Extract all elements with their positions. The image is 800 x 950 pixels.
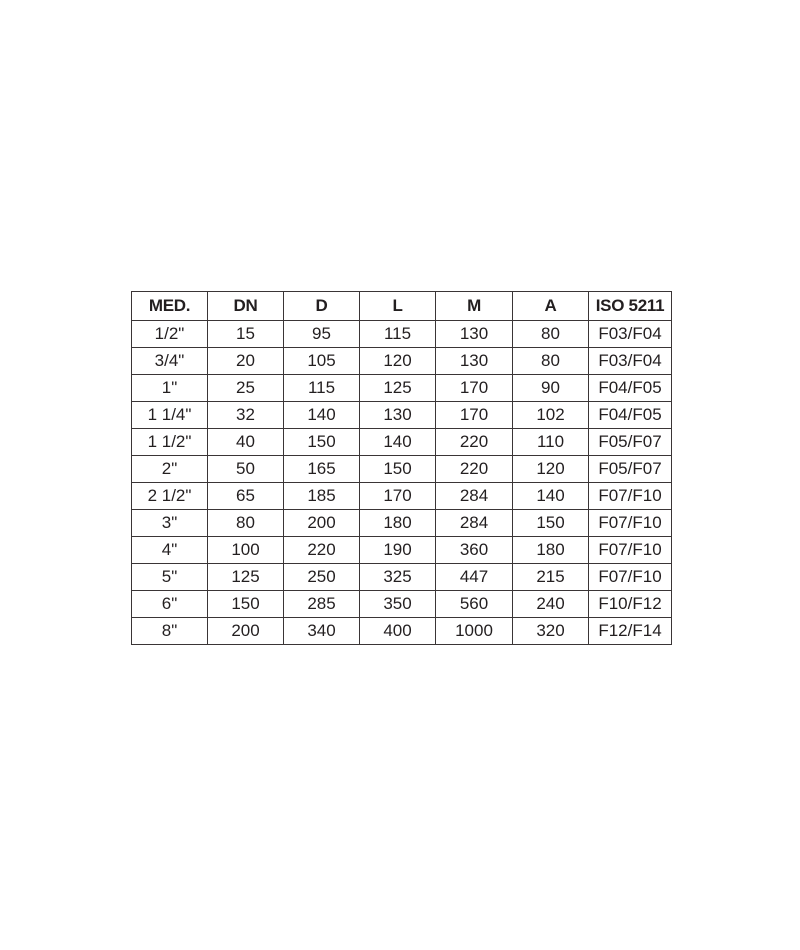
table-row — [132, 348, 672, 375]
cell-d: 140 — [284, 402, 360, 429]
cell-dn: 40 — [208, 429, 284, 456]
cell-a: 215 — [513, 564, 589, 591]
cell-iso-5211: F04/F05 — [589, 402, 672, 429]
cell-med: 1 1/4" — [132, 402, 208, 429]
cell-d: 105 — [284, 348, 360, 375]
cell-m: 130 — [436, 321, 513, 348]
table-row — [132, 564, 672, 591]
cell-l: 130 — [360, 402, 436, 429]
cell-a: 102 — [513, 402, 589, 429]
header-l: L — [360, 292, 436, 321]
cell-d: 185 — [284, 483, 360, 510]
table-row — [132, 510, 672, 537]
dimensions-table — [131, 291, 672, 645]
cell-med: 8" — [132, 618, 208, 645]
cell-iso-5211: F07/F10 — [589, 483, 672, 510]
table-body — [132, 321, 672, 645]
cell-a: 240 — [513, 591, 589, 618]
header-row — [132, 292, 672, 321]
cell-med: 1" — [132, 375, 208, 402]
cell-d: 285 — [284, 591, 360, 618]
cell-l: 150 — [360, 456, 436, 483]
cell-m: 1000 — [436, 618, 513, 645]
cell-l: 140 — [360, 429, 436, 456]
cell-l: 350 — [360, 591, 436, 618]
cell-iso-5211: F03/F04 — [589, 348, 672, 375]
table-row — [132, 402, 672, 429]
cell-a: 110 — [513, 429, 589, 456]
table-row — [132, 591, 672, 618]
cell-m: 284 — [436, 483, 513, 510]
cell-a: 150 — [513, 510, 589, 537]
cell-m: 560 — [436, 591, 513, 618]
cell-dn: 200 — [208, 618, 284, 645]
cell-med: 3" — [132, 510, 208, 537]
table-row — [132, 456, 672, 483]
cell-m: 170 — [436, 375, 513, 402]
cell-dn: 50 — [208, 456, 284, 483]
cell-dn: 65 — [208, 483, 284, 510]
cell-iso-5211: F12/F14 — [589, 618, 672, 645]
cell-a: 80 — [513, 348, 589, 375]
table-header — [132, 292, 672, 321]
cell-med: 1 1/2" — [132, 429, 208, 456]
cell-d: 115 — [284, 375, 360, 402]
cell-a: 90 — [513, 375, 589, 402]
table-row — [132, 537, 672, 564]
cell-m: 130 — [436, 348, 513, 375]
cell-dn: 20 — [208, 348, 284, 375]
cell-iso-5211: F07/F10 — [589, 564, 672, 591]
cell-l: 170 — [360, 483, 436, 510]
cell-d: 340 — [284, 618, 360, 645]
header-med: MED. — [132, 292, 208, 321]
cell-med: 1/2" — [132, 321, 208, 348]
cell-d: 250 — [284, 564, 360, 591]
cell-l: 125 — [360, 375, 436, 402]
header-a: A — [513, 292, 589, 321]
cell-a: 320 — [513, 618, 589, 645]
cell-m: 360 — [436, 537, 513, 564]
cell-med: 2 1/2" — [132, 483, 208, 510]
cell-dn: 125 — [208, 564, 284, 591]
table-row — [132, 618, 672, 645]
cell-l: 190 — [360, 537, 436, 564]
cell-m: 284 — [436, 510, 513, 537]
cell-med: 3/4" — [132, 348, 208, 375]
cell-a: 80 — [513, 321, 589, 348]
cell-dn: 32 — [208, 402, 284, 429]
cell-iso-5211: F05/F07 — [589, 456, 672, 483]
cell-l: 115 — [360, 321, 436, 348]
header-dn: DN — [208, 292, 284, 321]
cell-iso-5211: F10/F12 — [589, 591, 672, 618]
cell-d: 150 — [284, 429, 360, 456]
table-row — [132, 375, 672, 402]
cell-iso-5211: F05/F07 — [589, 429, 672, 456]
cell-d: 220 — [284, 537, 360, 564]
cell-d: 200 — [284, 510, 360, 537]
cell-a: 180 — [513, 537, 589, 564]
cell-l: 400 — [360, 618, 436, 645]
cell-m: 170 — [436, 402, 513, 429]
table-row — [132, 429, 672, 456]
cell-iso-5211: F04/F05 — [589, 375, 672, 402]
cell-dn: 80 — [208, 510, 284, 537]
header-m: M — [436, 292, 513, 321]
cell-iso-5211: F07/F10 — [589, 537, 672, 564]
cell-l: 325 — [360, 564, 436, 591]
cell-a: 120 — [513, 456, 589, 483]
cell-a: 140 — [513, 483, 589, 510]
cell-l: 120 — [360, 348, 436, 375]
cell-m: 220 — [436, 429, 513, 456]
cell-dn: 100 — [208, 537, 284, 564]
cell-m: 447 — [436, 564, 513, 591]
cell-d: 95 — [284, 321, 360, 348]
cell-m: 220 — [436, 456, 513, 483]
cell-med: 6" — [132, 591, 208, 618]
cell-dn: 25 — [208, 375, 284, 402]
cell-med: 2" — [132, 456, 208, 483]
header-d: D — [284, 292, 360, 321]
cell-iso-5211: F03/F04 — [589, 321, 672, 348]
cell-iso-5211: F07/F10 — [589, 510, 672, 537]
header-iso-5211: ISO 5211 — [589, 292, 672, 321]
cell-med: 4" — [132, 537, 208, 564]
cell-dn: 15 — [208, 321, 284, 348]
cell-dn: 150 — [208, 591, 284, 618]
cell-med: 5" — [132, 564, 208, 591]
cell-l: 180 — [360, 510, 436, 537]
table-row — [132, 483, 672, 510]
cell-d: 165 — [284, 456, 360, 483]
table-row — [132, 321, 672, 348]
